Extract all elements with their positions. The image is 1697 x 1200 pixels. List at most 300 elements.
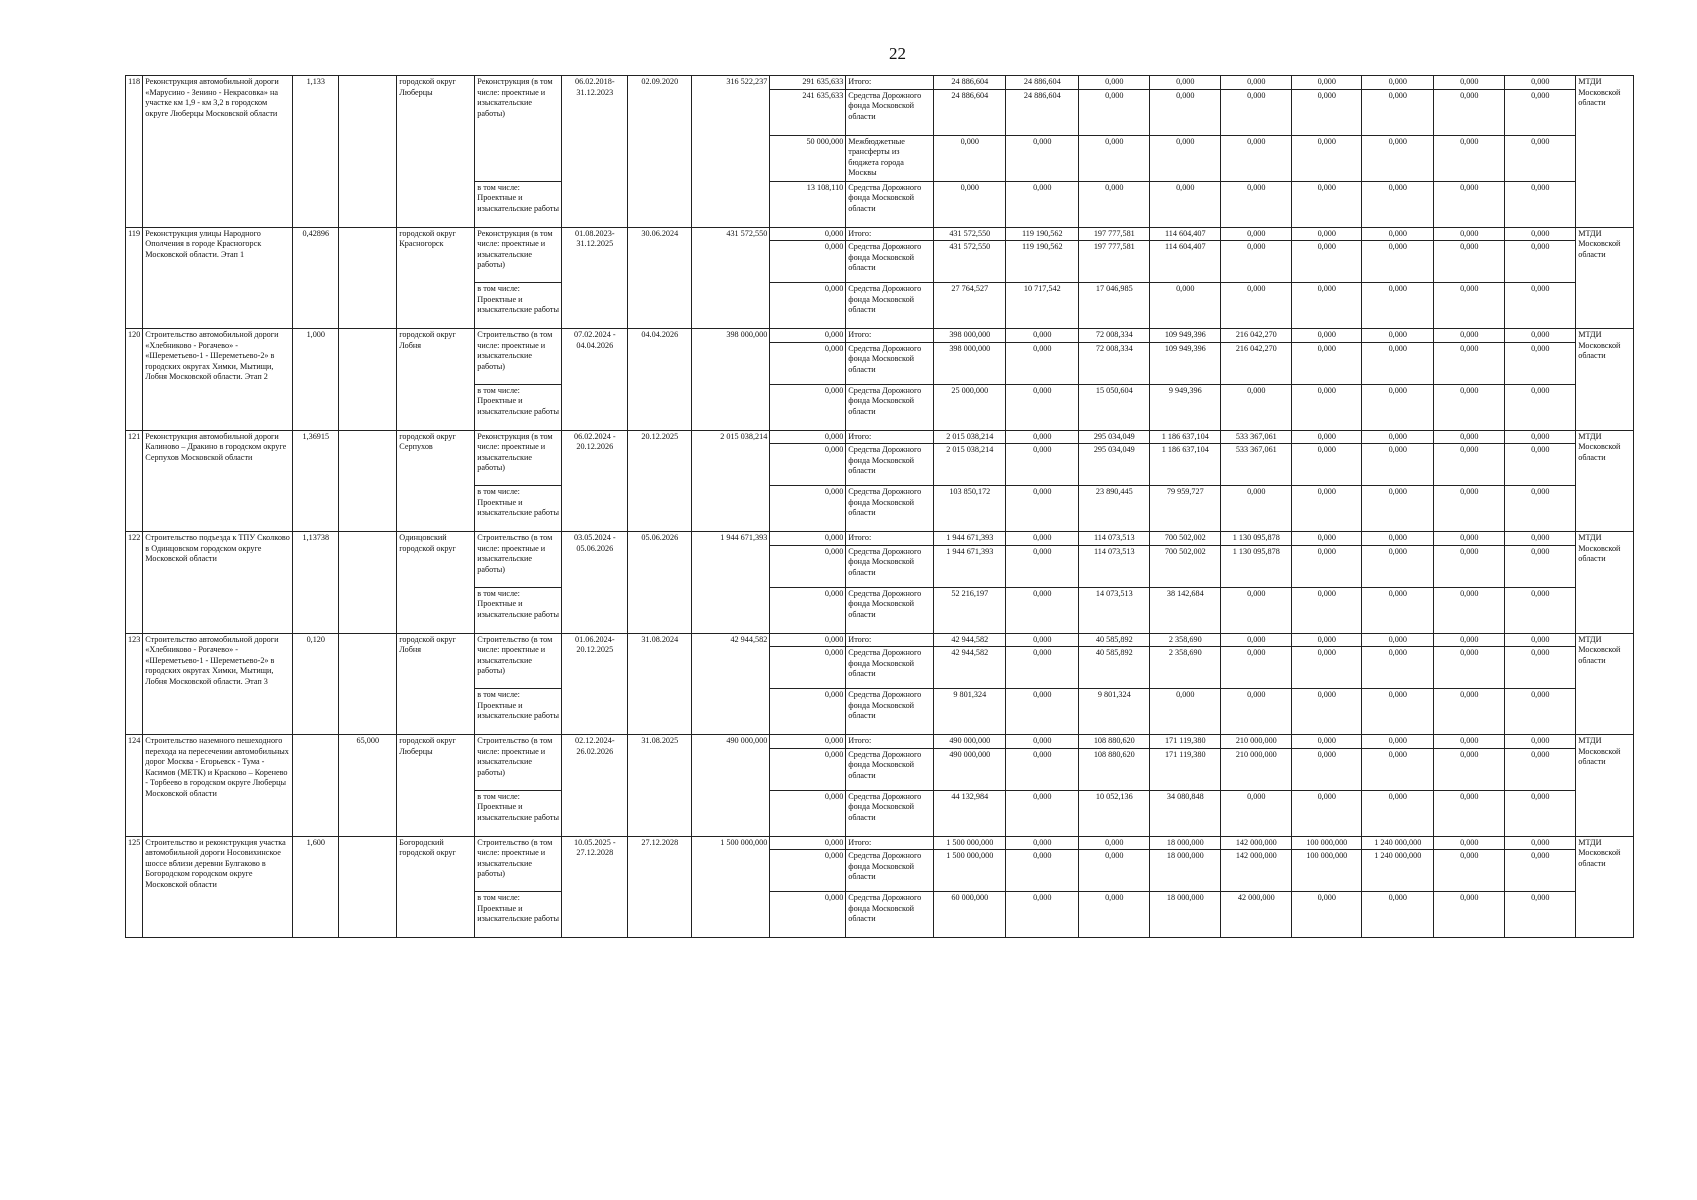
year-value: 0,000 (1362, 790, 1434, 836)
financed-amount: 0,000 (770, 892, 846, 938)
year-value: 0,000 (1434, 633, 1505, 647)
year-value: 0,000 (1292, 135, 1362, 181)
table-row (126, 329, 1634, 343)
year-value: 100 000,000 (1292, 850, 1362, 892)
work-type-design: в том числе: Проектные и изыскательские работы (475, 587, 562, 633)
year-value: 0,000 (1434, 545, 1505, 587)
year-value: 0,000 (1434, 647, 1505, 689)
year-value: 0,000 (1434, 689, 1505, 735)
year-value: 0,000 (1362, 444, 1434, 486)
financed-amount: 0,000 (770, 647, 846, 689)
year-value: 0,000 (1006, 836, 1079, 850)
year-value: 171 119,380 (1150, 735, 1221, 749)
year-value: 18 000,000 (1150, 850, 1221, 892)
year-value: 0,000 (1505, 790, 1576, 836)
road-length: 1,13738 (293, 532, 339, 634)
year-value: 0,000 (1434, 486, 1505, 532)
year-value: 40 585,892 (1079, 647, 1150, 689)
year-value: 0,000 (1434, 89, 1505, 135)
financed-amount: 0,000 (770, 227, 846, 241)
year-value: 0,000 (1221, 486, 1292, 532)
year-value: 0,000 (1292, 545, 1362, 587)
year-value: 0,000 (1434, 329, 1505, 343)
funding-source: Итого: (846, 532, 934, 546)
year-value: 295 034,049 (1079, 444, 1150, 486)
row-number: 122 (126, 532, 143, 634)
year-value: 197 777,581 (1079, 227, 1150, 241)
year-value: 52 216,197 (934, 587, 1006, 633)
year-value: 79 959,727 (1150, 486, 1221, 532)
year-value: 197 777,581 (1079, 241, 1150, 283)
year-value: 18 000,000 (1150, 836, 1221, 850)
year-value: 0,000 (1292, 748, 1362, 790)
funding-source: Итого: (846, 329, 934, 343)
year-value: 0,000 (934, 181, 1006, 227)
year-value: 0,000 (1505, 241, 1576, 283)
funding-source: Итого: (846, 76, 934, 90)
year-value: 0,000 (1505, 689, 1576, 735)
year-value: 0,000 (1079, 836, 1150, 850)
funding-source: Средства Дорожного фонда Московской области (846, 892, 934, 938)
work-period: 06.02.2024 - 20.12.2026 (562, 430, 628, 532)
municipality: городской округ Лобня (397, 329, 475, 431)
work-type-design: в том числе: Проектные и изыскательские работы (475, 384, 562, 430)
year-value: 0,000 (1006, 532, 1079, 546)
year-value: 0,000 (1362, 532, 1434, 546)
object-name: Строительство автомобильной дороги «Хлебниково - Рогачево» - «Шереметьево-1 - Шереметьево-2» в городских округах Химки, Мытищи, Лобня Московской области. Этап 3 (143, 633, 293, 735)
object-name: Реконструкция улицы Народного Ополчения в городе Красногорск Московской области. Этап 1 (143, 227, 293, 329)
funding-source: Итого: (846, 430, 934, 444)
year-value: 210 000,000 (1221, 748, 1292, 790)
financed-amount: 0,000 (770, 850, 846, 892)
year-value: 0,000 (1362, 181, 1434, 227)
year-value: 0,000 (1221, 135, 1292, 181)
table-row (126, 227, 1634, 241)
funding-source: Средства Дорожного фонда Московской области (846, 647, 934, 689)
year-value: 0,000 (1505, 486, 1576, 532)
year-value: 0,000 (1505, 892, 1576, 938)
year-value: 0,000 (1150, 689, 1221, 735)
year-value: 0,000 (1434, 790, 1505, 836)
year-value: 0,000 (1079, 850, 1150, 892)
year-value: 24 886,604 (934, 89, 1006, 135)
year-value: 0,000 (1362, 892, 1434, 938)
year-value: 2 358,690 (1150, 647, 1221, 689)
year-value: 0,000 (1079, 181, 1150, 227)
year-value: 0,000 (1292, 430, 1362, 444)
year-value: 0,000 (1292, 647, 1362, 689)
year-value: 0,000 (1006, 135, 1079, 181)
financed-amount: 0,000 (770, 790, 846, 836)
year-value: 0,000 (1362, 430, 1434, 444)
year-value: 0,000 (1505, 633, 1576, 647)
year-value: 431 572,550 (934, 227, 1006, 241)
year-value: 0,000 (1079, 892, 1150, 938)
year-value: 15 050,604 (1079, 384, 1150, 430)
year-value: 0,000 (1006, 444, 1079, 486)
year-value: 0,000 (1221, 89, 1292, 135)
municipality: городской округ Лобня (397, 633, 475, 735)
year-value: 0,000 (1505, 850, 1576, 892)
road-length: 1,600 (293, 836, 339, 938)
year-value: 0,000 (1505, 283, 1576, 329)
row-number: 118 (126, 76, 143, 228)
year-value: 0,000 (1505, 587, 1576, 633)
year-value: 0,000 (1434, 532, 1505, 546)
funding-source: Межбюджетные трансферты из бюджета города Москвы (846, 135, 934, 181)
year-value: 0,000 (1221, 227, 1292, 241)
year-value: 24 886,604 (1006, 89, 1079, 135)
funding-source: Средства Дорожного фонда Московской области (846, 850, 934, 892)
funding-source: Средства Дорожного фонда Московской области (846, 790, 934, 836)
year-value: 0,000 (1221, 241, 1292, 283)
year-value: 24 886,604 (934, 76, 1006, 90)
year-value: 0,000 (1434, 76, 1505, 90)
year-value: 18 000,000 (1150, 892, 1221, 938)
year-value: 0,000 (1006, 384, 1079, 430)
funding-source: Средства Дорожного фонда Московской области (846, 689, 934, 735)
work-type: Реконструкция (в том числе: проектные и изыскательские работы) (475, 430, 562, 486)
year-value: 0,000 (1434, 444, 1505, 486)
responsible-party: МТДИ Московской области (1576, 430, 1634, 532)
financed-amount: 0,000 (770, 633, 846, 647)
financed-amount: 0,000 (770, 329, 846, 343)
year-value: 0,000 (1292, 532, 1362, 546)
year-value: 0,000 (1221, 181, 1292, 227)
year-value: 0,000 (1362, 135, 1434, 181)
road-length: 0,42896 (293, 227, 339, 329)
year-value: 0,000 (1434, 227, 1505, 241)
year-value: 0,000 (1150, 135, 1221, 181)
work-type: Строительство (в том числе: проектные и изыскательские работы) (475, 735, 562, 791)
year-value: 216 042,270 (1221, 329, 1292, 343)
municipality: городской округ Люберцы (397, 735, 475, 837)
year-value: 533 367,061 (1221, 430, 1292, 444)
year-value: 109 949,396 (1150, 342, 1221, 384)
year-value: 0,000 (1292, 283, 1362, 329)
work-type: Строительство (в том числе: проектные и изыскательские работы) (475, 329, 562, 385)
year-value: 0,000 (1362, 633, 1434, 647)
work-type-design: в том числе: Проектные и изыскательские работы (475, 181, 562, 227)
year-value: 0,000 (1505, 384, 1576, 430)
year-value: 72 008,334 (1079, 329, 1150, 343)
financed-amount: 0,000 (770, 836, 846, 850)
year-value: 1 130 095,878 (1221, 545, 1292, 587)
year-value: 42 944,582 (934, 647, 1006, 689)
year-value: 0,000 (1434, 342, 1505, 384)
opening-date: 20.12.2025 (628, 430, 692, 532)
financed-amount: 13 108,110 (770, 181, 846, 227)
year-value: 490 000,000 (934, 735, 1006, 749)
municipality: городской округ Серпухов (397, 430, 475, 532)
table-row (126, 836, 1634, 850)
table-row (126, 76, 1634, 90)
financed-amount: 0,000 (770, 444, 846, 486)
year-value: 40 585,892 (1079, 633, 1150, 647)
year-value: 0,000 (1434, 181, 1505, 227)
row-number: 120 (126, 329, 143, 431)
year-value: 27 764,527 (934, 283, 1006, 329)
year-value: 0,000 (1362, 227, 1434, 241)
year-value: 0,000 (1221, 647, 1292, 689)
year-value: 0,000 (1292, 342, 1362, 384)
year-value: 0,000 (1292, 76, 1362, 90)
opening-date: 31.08.2025 (628, 735, 692, 837)
responsible-party: МТДИ Московской области (1576, 329, 1634, 431)
year-value: 108 880,620 (1079, 735, 1150, 749)
year-value: 216 042,270 (1221, 342, 1292, 384)
year-value: 114 073,513 (1079, 545, 1150, 587)
responsible-party: МТДИ Московской области (1576, 532, 1634, 634)
opening-date: 27.12.2028 (628, 836, 692, 938)
year-value: 0,000 (1150, 76, 1221, 90)
year-value: 0,000 (1434, 241, 1505, 283)
financed-amount: 0,000 (770, 748, 846, 790)
work-type: Реконструкция (в том числе: проектные и изыскательские работы) (475, 76, 562, 182)
year-value: 0,000 (1505, 89, 1576, 135)
year-value: 108 880,620 (1079, 748, 1150, 790)
year-value: 103 850,172 (934, 486, 1006, 532)
year-value: 25 000,000 (934, 384, 1006, 430)
extra-capacity (339, 227, 397, 329)
year-value: 38 142,684 (1150, 587, 1221, 633)
financed-amount: 0,000 (770, 342, 846, 384)
funding-source: Средства Дорожного фонда Московской области (846, 283, 934, 329)
year-value: 0,000 (1505, 181, 1576, 227)
year-value: 0,000 (1292, 384, 1362, 430)
financed-amount: 0,000 (770, 430, 846, 444)
year-value: 114 604,407 (1150, 227, 1221, 241)
financed-amount: 241 635,633 (770, 89, 846, 135)
row-number: 119 (126, 227, 143, 329)
year-value: 0,000 (1434, 748, 1505, 790)
year-value: 0,000 (1505, 748, 1576, 790)
year-value: 1 944 671,393 (934, 532, 1006, 546)
year-value: 0,000 (1505, 836, 1576, 850)
row-number: 121 (126, 430, 143, 532)
year-value: 0,000 (1221, 76, 1292, 90)
year-value: 0,000 (1505, 545, 1576, 587)
year-value: 0,000 (1006, 689, 1079, 735)
road-length: 0,120 (293, 633, 339, 735)
funding-source: Итого: (846, 735, 934, 749)
year-value: 0,000 (1434, 430, 1505, 444)
year-value: 0,000 (1006, 748, 1079, 790)
year-value: 0,000 (1006, 430, 1079, 444)
year-value: 0,000 (1434, 283, 1505, 329)
extra-capacity (339, 633, 397, 735)
row-number: 123 (126, 633, 143, 735)
funding-source: Итого: (846, 227, 934, 241)
funding-source: Средства Дорожного фонда Московской области (846, 748, 934, 790)
row-number: 125 (126, 836, 143, 938)
financed-amount: 0,000 (770, 587, 846, 633)
funding-source: Средства Дорожного фонда Московской области (846, 587, 934, 633)
year-value: 0,000 (1505, 735, 1576, 749)
extra-capacity (339, 836, 397, 938)
opening-date: 02.09.2020 (628, 76, 692, 228)
year-value: 0,000 (1362, 545, 1434, 587)
opening-date: 05.06.2026 (628, 532, 692, 634)
funding-source: Итого: (846, 633, 934, 647)
year-value: 0,000 (1362, 241, 1434, 283)
year-value: 0,000 (1292, 181, 1362, 227)
year-value: 210 000,000 (1221, 735, 1292, 749)
road-length (293, 735, 339, 837)
year-value: 44 132,984 (934, 790, 1006, 836)
year-value: 0,000 (1079, 135, 1150, 181)
funding-source: Средства Дорожного фонда Московской области (846, 444, 934, 486)
year-value: 0,000 (1079, 76, 1150, 90)
opening-date: 04.04.2026 (628, 329, 692, 431)
year-value: 1 944 671,393 (934, 545, 1006, 587)
year-value: 0,000 (1006, 892, 1079, 938)
year-value: 700 502,002 (1150, 545, 1221, 587)
year-value: 0,000 (1434, 587, 1505, 633)
work-period: 10.05.2025 - 27.12.2028 (562, 836, 628, 938)
financed-amount: 0,000 (770, 241, 846, 283)
total-cost: 316 522,237 (692, 76, 770, 228)
year-value: 0,000 (1362, 486, 1434, 532)
year-value: 9 801,324 (1079, 689, 1150, 735)
year-value: 0,000 (1434, 850, 1505, 892)
financed-amount: 0,000 (770, 486, 846, 532)
year-value: 119 190,562 (1006, 241, 1079, 283)
year-value: 0,000 (1505, 342, 1576, 384)
municipality: Одинцовский городской округ (397, 532, 475, 634)
funding-source: Средства Дорожного фонда Московской области (846, 384, 934, 430)
year-value: 0,000 (1434, 735, 1505, 749)
year-value: 490 000,000 (934, 748, 1006, 790)
year-value: 42 000,000 (1221, 892, 1292, 938)
year-value: 0,000 (1006, 735, 1079, 749)
total-cost: 1 944 671,393 (692, 532, 770, 634)
year-value: 0,000 (1292, 790, 1362, 836)
work-period: 02.12.2024-26.02.2026 (562, 735, 628, 837)
year-value: 0,000 (1006, 486, 1079, 532)
year-value: 14 073,513 (1079, 587, 1150, 633)
year-value: 0,000 (1292, 633, 1362, 647)
year-value: 142 000,000 (1221, 836, 1292, 850)
financed-amount: 0,000 (770, 283, 846, 329)
year-value: 295 034,049 (1079, 430, 1150, 444)
year-value: 0,000 (1292, 587, 1362, 633)
year-value: 9 949,396 (1150, 384, 1221, 430)
work-period: 06.02.2018-31.12.2023 (562, 76, 628, 228)
year-value: 0,000 (1362, 329, 1434, 343)
object-name: Реконструкция автомобильной дороги «Марусино - Зенино - Некрасовка» на участке км 1,9 - км 3,2 в городском округе Люберцы Московской области (143, 76, 293, 228)
work-type: Реконструкция (в том числе: проектные и изыскательские работы) (475, 227, 562, 283)
year-value: 0,000 (1292, 89, 1362, 135)
object-name: Строительство подъезда к ТПУ Сколково в Одинцовском городском округе Московской области (143, 532, 293, 634)
year-value: 0,000 (1434, 384, 1505, 430)
year-value: 142 000,000 (1221, 850, 1292, 892)
year-value: 9 801,324 (934, 689, 1006, 735)
year-value: 0,000 (1006, 181, 1079, 227)
work-type-design: в том числе: Проектные и изыскательские работы (475, 892, 562, 938)
year-value: 0,000 (1362, 342, 1434, 384)
year-value: 0,000 (1006, 329, 1079, 343)
financed-amount: 0,000 (770, 384, 846, 430)
year-value: 0,000 (1505, 647, 1576, 689)
year-value: 700 502,002 (1150, 532, 1221, 546)
year-value: 0,000 (1006, 790, 1079, 836)
extra-capacity (339, 430, 397, 532)
year-value: 2 015 038,214 (934, 444, 1006, 486)
municipality: городской округ Красногорск (397, 227, 475, 329)
year-value: 0,000 (1292, 689, 1362, 735)
opening-date: 31.08.2024 (628, 633, 692, 735)
projects-table (125, 75, 1634, 938)
year-value: 171 119,380 (1150, 748, 1221, 790)
municipality: городской округ Люберцы (397, 76, 475, 228)
responsible-party: МТДИ Московской области (1576, 633, 1634, 735)
total-cost: 490 000,000 (692, 735, 770, 837)
year-value: 114 073,513 (1079, 532, 1150, 546)
responsible-party: МТДИ Московской области (1576, 836, 1634, 938)
year-value: 34 080,848 (1150, 790, 1221, 836)
total-cost: 431 572,550 (692, 227, 770, 329)
year-value: 0,000 (1292, 227, 1362, 241)
year-value: 0,000 (1006, 633, 1079, 647)
year-value: 72 008,334 (1079, 342, 1150, 384)
year-value: 1 186 637,104 (1150, 444, 1221, 486)
opening-date: 30.06.2024 (628, 227, 692, 329)
row-number: 124 (126, 735, 143, 837)
financed-amount: 0,000 (770, 689, 846, 735)
work-type-design: в том числе: Проектные и изыскательские работы (475, 486, 562, 532)
year-value: 0,000 (1362, 587, 1434, 633)
work-period: 01.06.2024-20.12.2025 (562, 633, 628, 735)
year-value: 0,000 (1221, 689, 1292, 735)
year-value: 0,000 (1292, 892, 1362, 938)
extra-capacity (339, 76, 397, 228)
financed-amount: 50 000,000 (770, 135, 846, 181)
year-value: 0,000 (1505, 430, 1576, 444)
work-type: Строительство (в том числе: проектные и изыскательские работы) (475, 836, 562, 892)
year-value: 0,000 (1006, 647, 1079, 689)
table-row (126, 633, 1634, 647)
year-value: 0,000 (1006, 850, 1079, 892)
year-value: 0,000 (1150, 181, 1221, 227)
year-value: 0,000 (1505, 227, 1576, 241)
funding-source: Средства Дорожного фонда Московской области (846, 241, 934, 283)
year-value: 0,000 (1505, 444, 1576, 486)
work-type-design: в том числе: Проектные и изыскательские работы (475, 790, 562, 836)
year-value: 1 240 000,000 (1362, 836, 1434, 850)
year-value: 42 944,582 (934, 633, 1006, 647)
year-value: 0,000 (1079, 89, 1150, 135)
year-value: 0,000 (1362, 735, 1434, 749)
road-length: 1,133 (293, 76, 339, 228)
year-value: 0,000 (1362, 647, 1434, 689)
year-value: 0,000 (1292, 241, 1362, 283)
work-period: 03.05.2024 - 05.06.2026 (562, 532, 628, 634)
year-value: 0,000 (1150, 89, 1221, 135)
year-value: 24 886,604 (1006, 76, 1079, 90)
year-value: 0,000 (1434, 836, 1505, 850)
work-type: Строительство (в том числе: проектные и изыскательские работы) (475, 633, 562, 689)
year-value: 0,000 (1221, 384, 1292, 430)
year-value: 0,000 (1221, 790, 1292, 836)
work-type-design: в том числе: Проектные и изыскательские работы (475, 283, 562, 329)
year-value: 0,000 (1006, 587, 1079, 633)
year-value: 2 358,690 (1150, 633, 1221, 647)
object-name: Строительство наземного пешеходного перехода на пересечении автомобильных дорог Москва - Егорьевск - Тума - Касимов (МЕТК) и Красково – Коренево - Торбеево в городском округе Люберцы Московской области (143, 735, 293, 837)
table-row (126, 430, 1634, 444)
total-cost: 398 000,000 (692, 329, 770, 431)
financed-amount: 0,000 (770, 735, 846, 749)
